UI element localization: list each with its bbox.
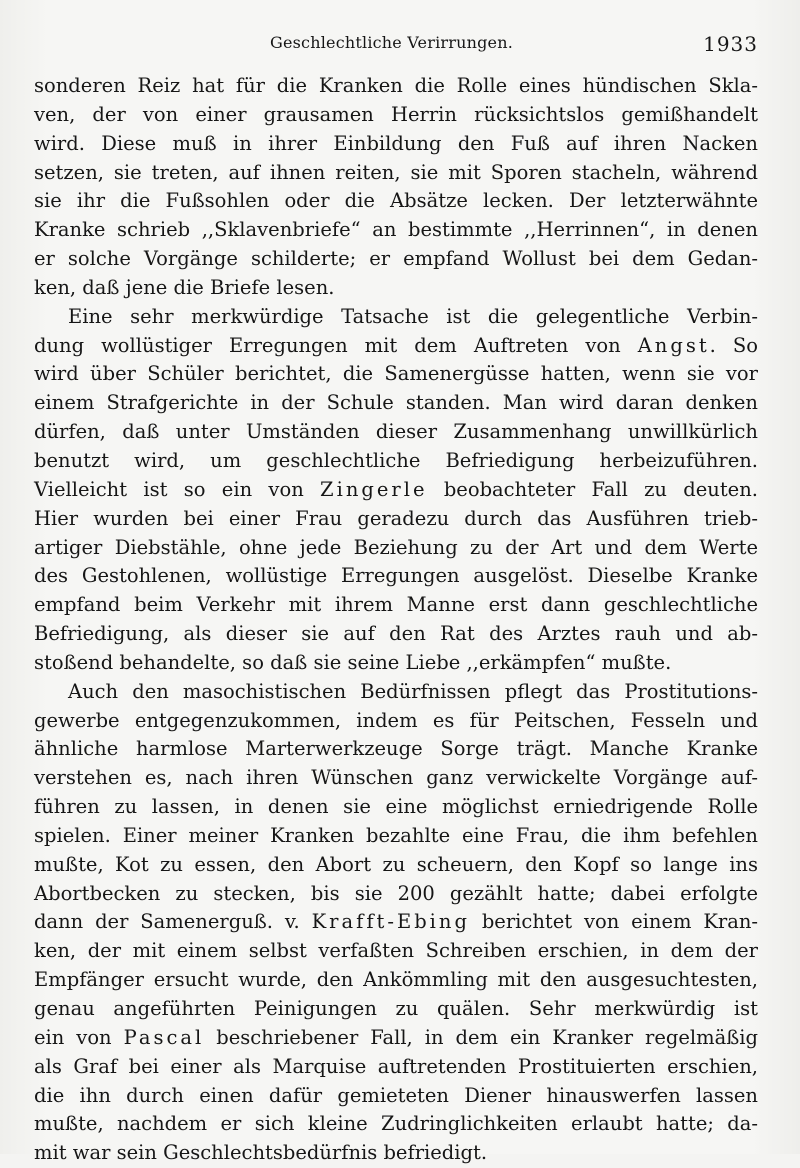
body-text — [34, 72, 758, 1168]
text-line: gewerbe entgegenzukommen, indem es für Peitschen, Fesseln und — [34, 708, 758, 732]
text-line: genau angeführten Peinigungen zu quälen. Sehr merkwürdig ist — [34, 997, 758, 1020]
text-line: sie ihr die Fußsohlen oder die Absätze lecken. Der letzterwähnte — [34, 189, 758, 213]
text-line: Abortbecken zu stecken, bis sie 200 gezählt hatte; dabei erfolgte — [34, 881, 758, 905]
text-line: Hier wurden bei einer Frau geradezu durch das Ausführen trieb- — [34, 506, 758, 530]
text-line: Auch den masochistischen Bedürfnissen pflegt das Prostitutions- — [68, 679, 758, 703]
text-line: ähnliche harmlose Marterwerkzeuge Sorge trägt. Manche Kranke — [34, 737, 758, 761]
text-segment: ein von — [34, 1025, 124, 1049]
text-line: die ihn durch einen dafür gemieteten Diener hinauswerfen lassen — [34, 1083, 758, 1107]
text-line — [34, 1024, 758, 1053]
text-line: setzen, sie treten, auf ihnen reiten, sie mit Sporen stacheln, während — [34, 160, 758, 184]
text-line: führen zu lassen, in denen sie eine möglichst erniedrigende Rolle — [34, 795, 758, 819]
text-line: sonderen Reiz hat für die Kranken die Rolle eines hündischen Skla- — [34, 74, 758, 97]
text-line: Befriedigung, als dieser sie auf den Rat des Arztes rauh und ab- — [34, 622, 758, 646]
text-line — [34, 908, 758, 937]
text-segment: Vielleicht ist so ein von — [34, 477, 321, 501]
text-line: empfand beim Verkehr mit ihrem Manne erst dann geschlechtliche — [34, 593, 758, 617]
text-segment: . So — [709, 333, 759, 357]
text-segment: dung wollüstiger Erregungen mit dem Auftreten von — [34, 333, 638, 357]
text-line: ven, der von einer grausamen Herrin rücksichtslos gemißhandelt — [34, 102, 758, 126]
page-header — [34, 30, 764, 60]
text-line: des Gestohlenen, wollüstige Erregungen ausgelöst. Dieselbe Kranke — [34, 564, 758, 588]
text-line: spielen. Einer meiner Kranken bezahlte eine Frau, die ihm befehlen — [34, 823, 758, 847]
text-line: mußte, Kot zu essen, den Abort zu scheuern, den Kopf so lange ins — [34, 852, 758, 876]
spaced-name: Angst — [637, 333, 710, 357]
text-line: als Graf bei einer als Marquise auftretenden Prostituierten erschien, — [34, 1054, 758, 1078]
running-title: Geschlechtliche Verirrungen. — [270, 33, 513, 52]
text-line: mußte, nachdem er sich kleine Zudringlichkeiten erlaubt hatte; da- — [34, 1112, 758, 1136]
text-line: wird. Diese muß in ihrer Einbildung den Fuß auf ihren Nacken — [34, 131, 758, 155]
text-segment: beobachteter Fall zu deuten. — [427, 477, 758, 501]
text-line: dürfen, daß unter Umständen dieser Zusammenhang unwillkürlich — [34, 420, 758, 444]
page-number: 1933 — [703, 32, 758, 56]
text-segment: beschriebener Fall, in dem ein Kranker regelmäßig — [204, 1025, 758, 1049]
text-line: artiger Diebstähle, ohne jede Beziehung zu der Art und dem Werte — [34, 535, 758, 559]
text-line: Eine sehr merkwürdige Tatsache ist die gelegentliche Verbin- — [68, 304, 758, 328]
text-line: stoßend behandelte, so daß sie seine Liebe ,,erkämpfen“ mußte. — [34, 650, 672, 674]
spaced-name: Krafft-Ebing — [311, 910, 470, 934]
text-line: ken, daß jene die Briefe lesen. — [34, 275, 335, 299]
text-line: mit war sein Geschlechtsbedürfnis befriedigt. — [34, 1141, 488, 1165]
spaced-name: Pascal — [123, 1025, 205, 1049]
text-line: einem Strafgerichte in der Schule standen. Man wird daran denken — [34, 391, 758, 415]
text-segment: berichtet von einem Kran- — [469, 910, 758, 934]
text-line: Kranke schrieb ,,Sklavenbriefe“ an bestimmte ,,Herrinnen“, in denen — [34, 218, 758, 242]
text-segment: dann der Samenerguß. v. — [34, 910, 312, 934]
text-line: benutzt wird, um geschlechtliche Befriedigung herbeizuführen. — [34, 448, 758, 472]
text-line: wird über Schüler berichtet, die Samenergüsse hatten, wenn sie vor — [34, 362, 758, 386]
text-line: ken, der mit einem selbst verfaßten Schreiben erschien, in dem der — [34, 939, 758, 963]
spaced-name: Zingerle — [320, 477, 428, 501]
text-line: Empfänger ersucht wurde, den Ankömmling mit den ausgesuchtesten, — [34, 968, 758, 992]
text-line: verstehen es, nach ihren Wünschen ganz verwickelte Vorgänge auf- — [34, 766, 758, 790]
text-line — [34, 476, 758, 505]
text-line: er solche Vorgänge schilderte; er empfand Wollust bei dem Gedan- — [34, 247, 758, 271]
text-line — [34, 332, 758, 361]
